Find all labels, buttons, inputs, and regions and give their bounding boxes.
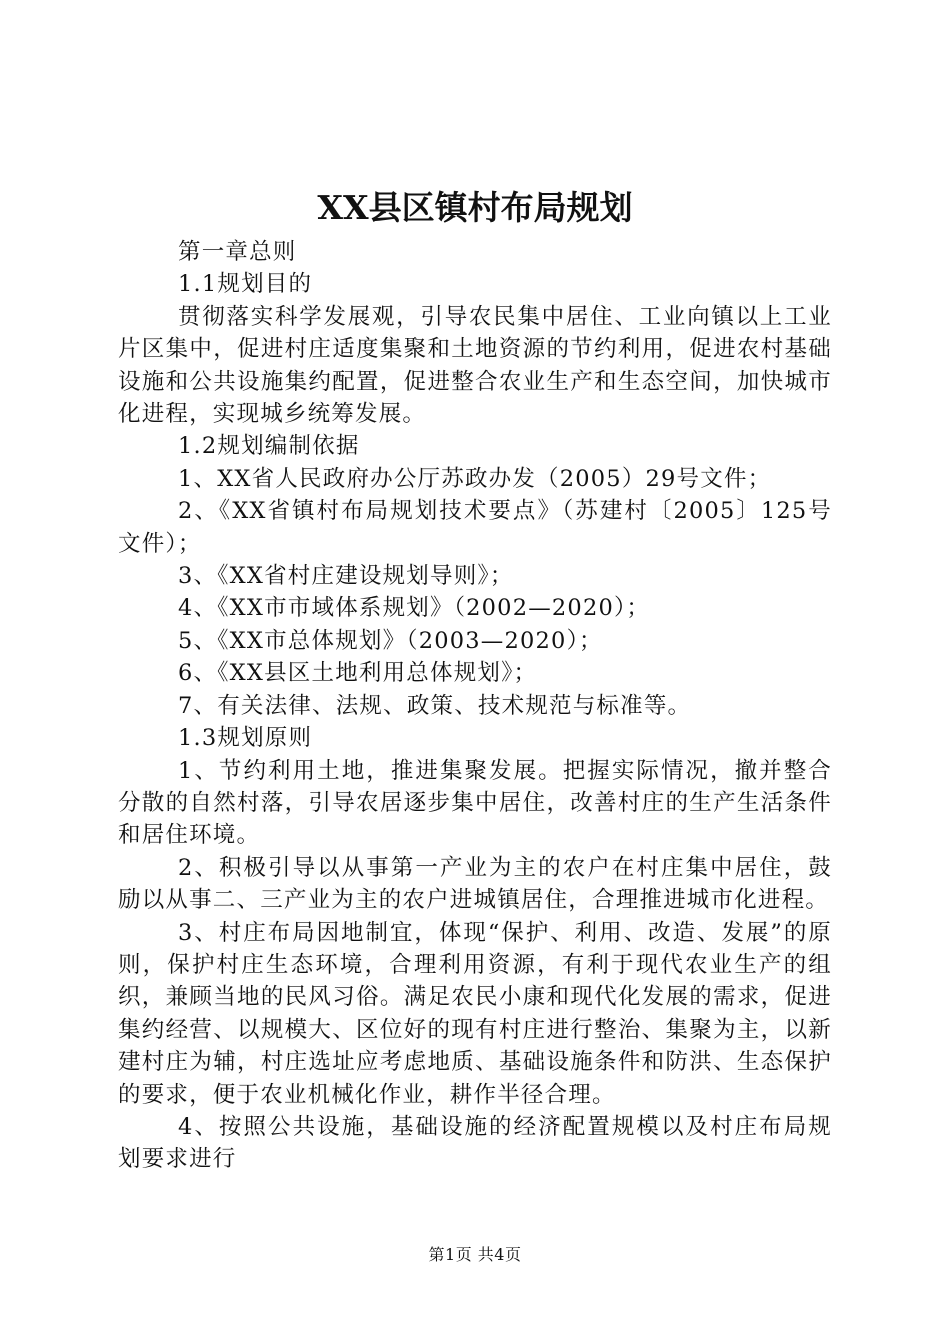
list-item: 7、有关法律、法规、政策、技术规范与标准等。 [178, 692, 692, 719]
list-item: 4、《XX市市域体系规划》（2002—2020）； [178, 595, 651, 622]
list-item: 6、《XX县区土地利用总体规划》； [178, 660, 538, 687]
list-item: 1、节约利用土地，推进集聚发展。把握实际情况，撤并整合分散的自然村落，引导农居逐步集中居住，改善村庄的生产生活条件和居住环境。 [118, 757, 832, 849]
list-item: 2、《XX省镇村布局规划技术要点》（苏建村〔2005〕125号文件）； [118, 498, 832, 557]
list-item: 3、《XX省村庄建设规划导则》； [178, 563, 514, 590]
list-item: 5、《XX市总体规划》（2003—2020）； [178, 627, 603, 654]
document-body [118, 236, 832, 1176]
section-heading: 1.1规划目的 [178, 271, 313, 298]
chapter-heading: 第一章总则 [178, 239, 297, 265]
list-item: 2、积极引导以从事第一产业为主的农户在村庄集中居住，鼓励以从事二、三产业为主的农户进城镇居住，合理推进城市化进程。 [118, 854, 832, 914]
list-item: 3、村庄布局因地制宜，体现“保护、利用、改造、发展”的原则，保护村庄生态环境，合理利用资源，有利于现代农业生产的组织，兼顾当地的民风习俗。满足农民小康和现代化发展的需求，促进集约经营、以规模大、区位好的现有村庄进行整治、集聚为主，以新建村庄为辅，村庄选址应考虑地质、基础设施条件和防洪、生态保护的要求，便于农业机械化作业，耕作半径合理。 [118, 919, 832, 1108]
document-title: XX县区镇村布局规划 [317, 188, 633, 227]
section-heading: 1.2规划编制依据 [178, 433, 360, 460]
list-item: 4、按照公共设施，基础设施的经济配置规模以及村庄布局规划要求进行 [118, 1113, 832, 1173]
section-heading: 1.3规划原则 [178, 725, 313, 752]
body-paragraph: 贯彻落实科学发展观，引导农民集中居住、工业向镇以上工业片区集中，促进村庄适度集聚和土地资源的节约利用，促进农村基础设施和公共设施集约配置，促进整合农业生产和生态空间，加快城市化进程，实现城乡统筹发展。 [118, 303, 832, 428]
page-number-footer: 第1页 共4页 [428, 1245, 522, 1264]
list-item: 1、XX省人民政府办公厅苏政办发（2005）29号文件； [178, 465, 772, 492]
